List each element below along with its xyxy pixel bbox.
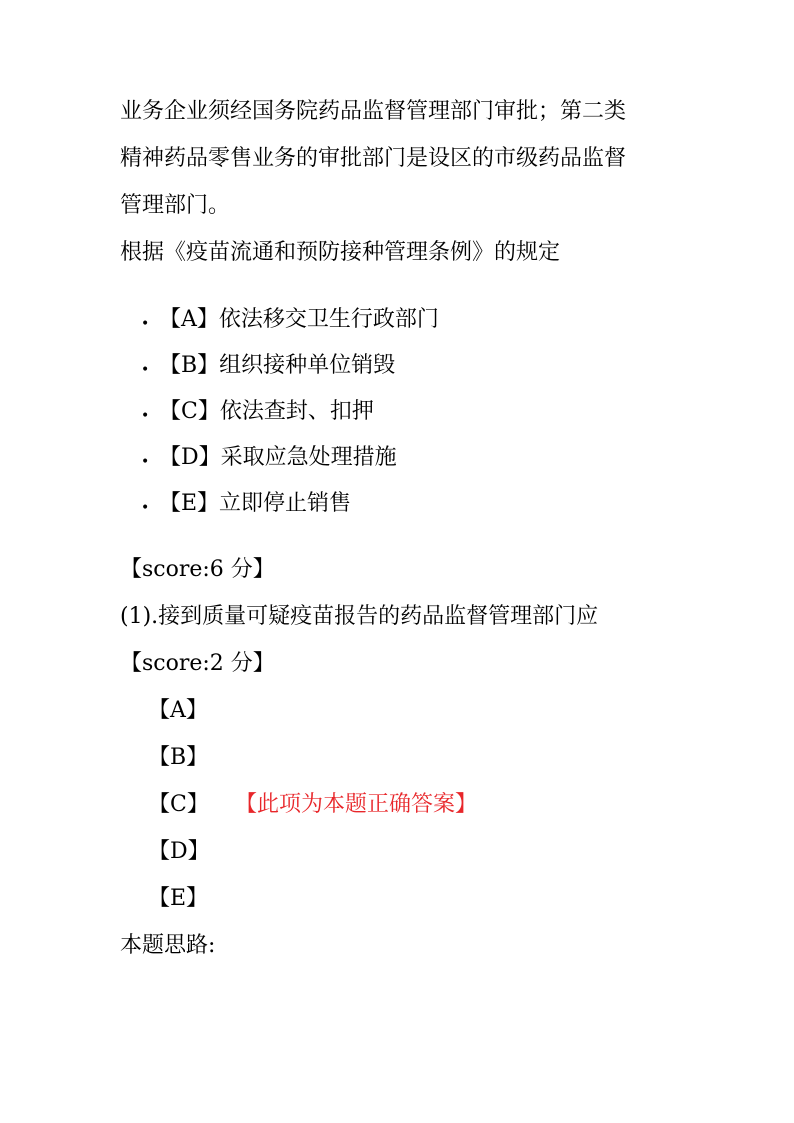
- option-b: 【B】组织接种单位销毁: [159, 353, 396, 378]
- score-sub: 【score:2 分】: [120, 651, 275, 676]
- bullet-icon: •: [141, 408, 150, 424]
- option-e: 【E】立即停止销售: [159, 491, 352, 516]
- intro-line-2: 精神药品零售业务的审批部门是设区的市级药品监督: [120, 146, 627, 171]
- correct-answer-note: 【此项为本题正确答案】: [235, 792, 478, 817]
- answer-b: 【B】: [148, 745, 209, 770]
- explanation-label: 本题思路:: [120, 933, 216, 958]
- option-c: 【C】依法查封、扣押: [159, 399, 374, 424]
- score-total: 【score:6 分】: [120, 557, 275, 582]
- option-d: 【D】采取应急处理措施: [159, 445, 397, 470]
- bullet-icon: •: [141, 454, 150, 470]
- intro-line-1: 业务企业须经国务院药品监督管理部门审批；第二类: [120, 99, 627, 124]
- question-stem: 根据《疫苗流通和预防接种管理条例》的规定: [120, 240, 561, 265]
- bullet-icon: •: [141, 500, 150, 516]
- sub-question: (1).接到质量可疑疫苗报告的药品监督管理部门应: [120, 604, 599, 629]
- answer-a: 【A】: [148, 698, 208, 723]
- answer-d: 【D】: [148, 839, 210, 864]
- bullet-icon: •: [141, 316, 150, 332]
- answer-c: 【C】: [148, 792, 209, 817]
- intro-line-3: 管理部门。: [120, 193, 231, 218]
- bullet-icon: •: [141, 362, 150, 378]
- option-a: 【A】依法移交卫生行政部门: [159, 307, 439, 332]
- answer-e: 【E】: [148, 886, 209, 911]
